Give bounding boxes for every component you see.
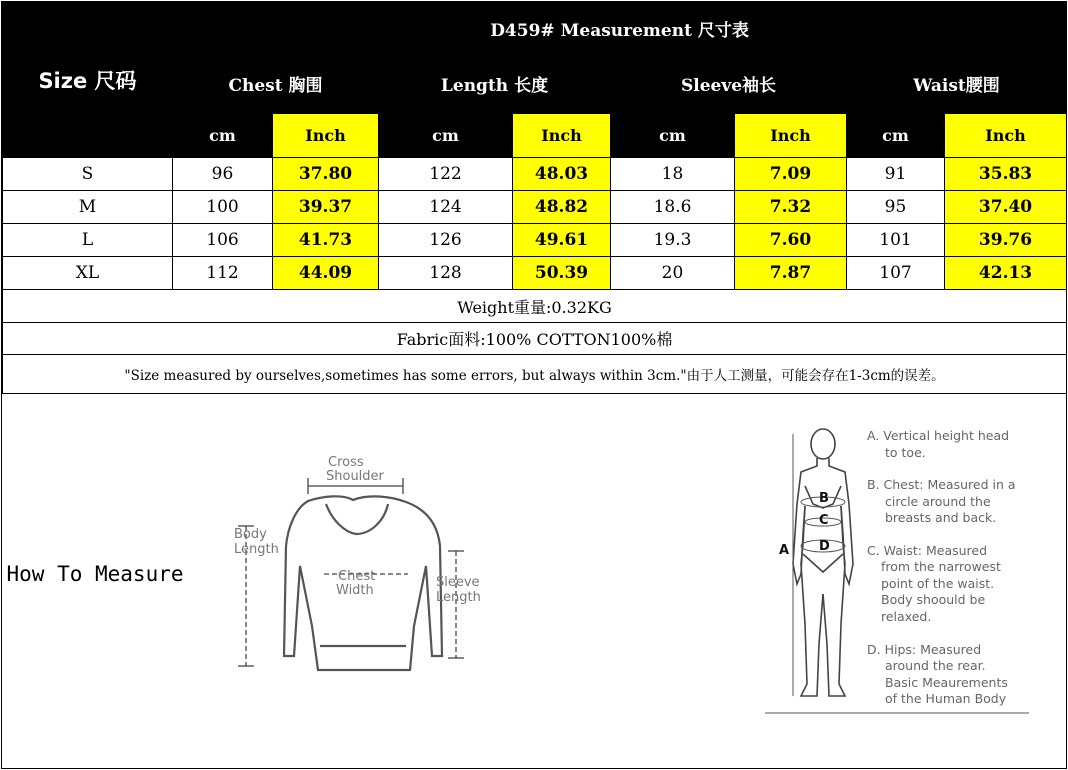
waist-inch-unit: Inch (945, 114, 1067, 158)
chest-cm-cell: 106 (173, 224, 273, 257)
note-d-2: around the rear. (884, 658, 986, 673)
note-b-1: B. Chest: Measured in a (866, 477, 1016, 492)
sleeve-cm-cell: 20 (611, 257, 735, 290)
chest-width-label-1: Chest (337, 569, 375, 584)
letter-b: B (818, 491, 829, 506)
waist-inch-cell: 39.76 (945, 224, 1067, 257)
sleeve-inch-cell: 7.60 (735, 224, 847, 257)
note-c-1: C. Waist: Measured (866, 543, 987, 558)
length-inch-cell: 49.61 (513, 224, 611, 257)
letter-c: C (818, 513, 829, 528)
note-b-3: breasts and back. (884, 510, 996, 525)
body-figure (793, 429, 853, 696)
sleeve-cm-cell: 19.3 (611, 224, 735, 257)
sleeve-cm-cell: 18 (611, 158, 735, 191)
waist-cm-cell: 101 (847, 224, 945, 257)
table-row (3, 158, 1067, 191)
note-c-3: point of the waist. (880, 576, 994, 591)
size-chart (1, 1, 1067, 769)
sleeve-cm-cell: 18.6 (611, 191, 735, 224)
waist-cm-cell: 91 (847, 158, 945, 191)
waist-inch-cell: 35.83 (945, 158, 1067, 191)
size-header: Size 尺码 (3, 3, 173, 158)
note-c-5: relaxed. (880, 609, 931, 624)
size-cell: L (3, 224, 173, 257)
chest-cm-cell: 96 (173, 158, 273, 191)
chest-header: Chest 胸围 (173, 54, 379, 114)
sleeve-inch-cell: 7.09 (735, 158, 847, 191)
chest-width-label-2: Width (335, 583, 374, 598)
chest-cm-cell: 100 (173, 191, 273, 224)
table-row (3, 224, 1067, 257)
note-d-1: D. Hips: Measured (866, 642, 981, 657)
body-length-label-2: Length (233, 542, 279, 557)
measurement-note: "Size measured by ourselves,sometimes has some errors, but always within 3cm."由于人工测量，可能会存在1-3cm的误差。 (3, 355, 1067, 394)
sleeve-length-label-2: Length (435, 590, 481, 605)
waist-cm-cell: 107 (847, 257, 945, 290)
note-a-1: A. Vertical height head (866, 428, 1009, 443)
sleeve-length-label-1: Sleeve (435, 575, 480, 590)
length-cm-cell: 124 (379, 191, 513, 224)
sleeve-inch-unit: Inch (735, 114, 847, 158)
chest-inch-cell: 39.37 (273, 191, 379, 224)
table-row (3, 257, 1067, 290)
length-inch-cell: 48.03 (513, 158, 611, 191)
waist-inch-cell: 42.13 (945, 257, 1067, 290)
length-header: Length 长度 (379, 54, 611, 114)
length-cm-cell: 126 (379, 224, 513, 257)
note-b-2: circle around the (884, 494, 991, 509)
body-diagram (763, 424, 1043, 724)
length-cm-cell: 128 (379, 257, 513, 290)
cross-shoulder-label-1: Cross (327, 456, 364, 470)
letter-a: A (778, 543, 789, 558)
note-c-2: from the narrowest (880, 559, 1001, 574)
chest-inch-cell: 44.09 (273, 257, 379, 290)
waist-inch-cell: 37.40 (945, 191, 1067, 224)
length-inch-unit: Inch (513, 114, 611, 158)
chest-cm-unit: cm (173, 114, 273, 158)
how-to-measure-label: How To Measure (6, 562, 184, 586)
note-d-4: of the Human Body (884, 691, 1006, 706)
chest-inch-cell: 37.80 (273, 158, 379, 191)
note-c-4: Body shoould be (880, 592, 985, 607)
length-inch-cell: 48.82 (513, 191, 611, 224)
sleeve-header: Sleeve袖长 (611, 54, 847, 114)
note-d-3: Basic Meaurements (884, 675, 1008, 690)
size-cell: S (3, 158, 173, 191)
letter-d: D (818, 539, 830, 554)
cross-shoulder-label-2: Shoulder (325, 469, 384, 484)
length-cm-cell: 122 (379, 158, 513, 191)
waist-cm-unit: cm (847, 114, 945, 158)
length-inch-cell: 50.39 (513, 257, 611, 290)
weight-info: Weight重量:0.32KG (3, 290, 1067, 323)
how-to-measure-section (3, 394, 1067, 769)
sleeve-inch-cell: 7.87 (735, 257, 847, 290)
table-row (3, 191, 1067, 224)
waist-cm-cell: 95 (847, 191, 945, 224)
note-a-2: to toe. (884, 445, 926, 460)
chest-inch-unit: Inch (273, 114, 379, 158)
sweater-diagram (228, 456, 498, 686)
size-cell: M (3, 191, 173, 224)
chart-title: D459# Measurement 尺寸表 (173, 3, 1067, 54)
sleeve-inch-cell: 7.32 (735, 191, 847, 224)
size-cell: XL (3, 257, 173, 290)
size-table (2, 2, 1067, 768)
waist-header: Waist腰围 (847, 54, 1067, 114)
chest-cm-cell: 112 (173, 257, 273, 290)
chest-inch-cell: 41.73 (273, 224, 379, 257)
fabric-info: Fabric面料:100% COTTON100%棉 (3, 323, 1067, 355)
sleeve-cm-unit: cm (611, 114, 735, 158)
length-cm-unit: cm (379, 114, 513, 158)
body-length-label-1: Body (233, 527, 267, 542)
